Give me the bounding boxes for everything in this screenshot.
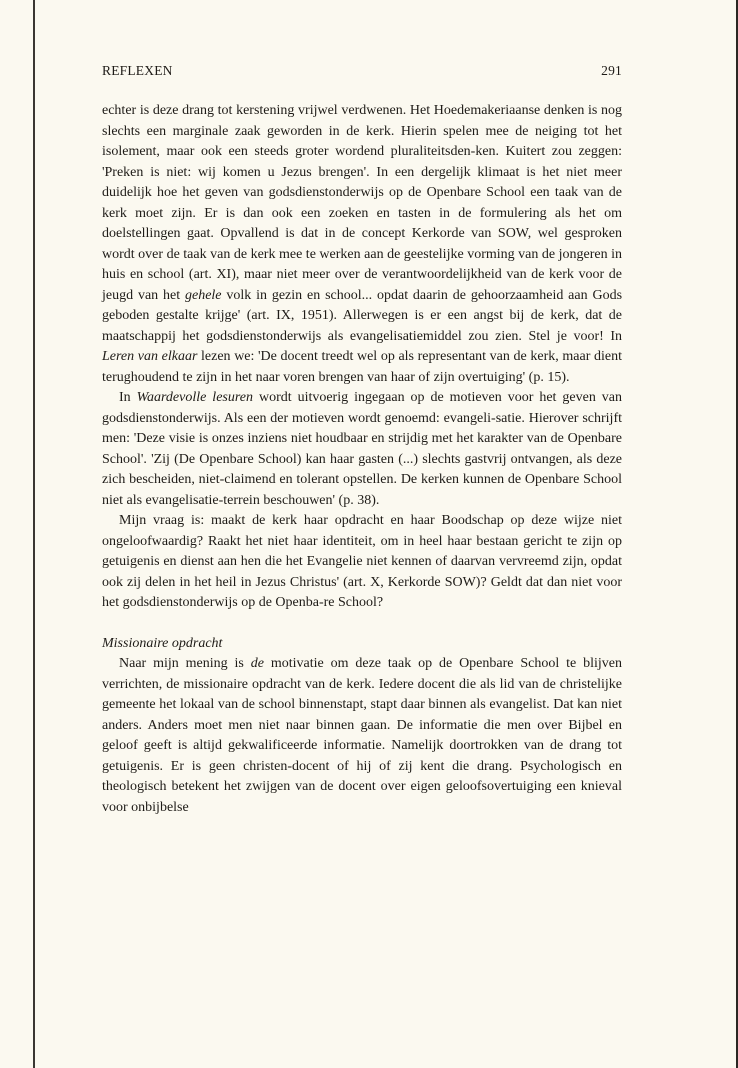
book-page	[102, 63, 622, 818]
text-span: lezen we: 'De docent treedt wel op als representant van de kerk, maar dient terughoudend te zijn in het naar voren brengen van haar of zijn overtuiging' (p. 15).	[102, 349, 622, 385]
page-number: 291	[601, 63, 622, 78]
text-span: Naar mijn mening is	[119, 656, 251, 671]
body-text	[102, 101, 622, 818]
page-spine-line	[33, 0, 35, 1068]
italic-book-title: Waardevolle lesuren	[136, 390, 253, 405]
section-heading	[102, 634, 622, 655]
italic-term: gehele	[184, 287, 222, 303]
text-span: wordt uitvoerig ingegaan op de motieven voor het geven van godsdienstonderwijs. Als een der motieven wordt genoemd: evangeli-satie. Hierover schrijft men: 'Deze visie is onzes inziens niet houdbaar en strijdig met het karakter van de Openbare School'. 'Zij (De Openbare School) kan haar gasten (...) slechts gastvrij ontvangen, als deze zich bescheiden, niet-claimend en tolerant opstellen. De kerken kunnen de Openbare School niet als evangelisatie-terrein beschouwen' (p. 38).	[102, 390, 622, 508]
text-span: motivatie om deze taak op de Openbare School te blijven verrichten, de missionaire opdracht van de kerk. Iedere docent die als lid van de christelijke gemeente het lokaal van de school binnenstapt, stapt daar binnen als evangelist. Dat kan niet anders. Anders moet men niet naar binnen gaan. De informatie die men over Bijbel en geloof geeft is altijd gekwalificeerde informatie. Namelijk doortrokken van de drang tot getuigenis. Er is geen christen-docent of hij of zij kent die drang. Psychologisch en theologisch betekent het zwijgen van de docent over eigen geloofsovertuiging een knieval voor onbijbelse	[102, 656, 622, 815]
text-span: echter is deze drang tot kerstening vrijwel verdwenen. Het Hoedemakeriaanse denken is nog slechts een marginale zaak geworden in de kerk. Hierin spelen mee de neiging tot het isolement, maar ook een steeds groter wordend pluraliteitsden-ken. Kuitert zou zeggen: 'Preken is niet: wij komen u Jezus brengen'. In een dergelijk klimaat is het niet meer duidelijk hoe het geven van godsdienstonderwijs op de Openbare School een taak van de kerk moet zijn. Er is dan ook een zoeken en tasten in de formulering als het om doelstellingen gaat. Opvallend is dat in de concept Kerkorde van SOW, wel gesproken wordt over de taak van de kerk mee te werken aan de geestelijke vorming van de jongeren in huis en school (art. XI), maar niet meer over de verantwoordelijkheid van de kerk voor de jeugd van het	[102, 103, 622, 303]
paragraph	[102, 654, 622, 818]
paragraph	[102, 101, 622, 388]
section-heading-text: Missionaire opdracht	[102, 635, 223, 651]
italic-emphasis: de	[250, 656, 264, 671]
running-title: REFLEXEN	[102, 63, 173, 78]
text-span: volk in gezin en school... opdat daarin de gehoorzaamheid aan Gods geboden gestalte krijge' (art. IX, 1951). Allerwegen is er een angst bij de kerk, dat de maatschappij het godsdienstonderwijs als evangelisatiemiddel zou zien. Stel je voor! In	[102, 287, 623, 344]
running-header	[102, 63, 622, 85]
italic-book-title: Leren van elkaar	[102, 349, 198, 364]
paragraph	[102, 511, 622, 614]
paragraph	[102, 388, 622, 511]
text-span: Mijn vraag is: maakt de kerk haar opdracht en haar Boodschap op deze wijze niet ongeloofwaardig? Raakt het niet haar identiteit, om in heel haar bestaan gericht te zijn op getuigenis en dienst aan hen die het Evangelie niet kennen of daarvan vervreemd zijn, opdat ook zij delen in het heil in Jezus Christus' (art. X, Kerkorde SOW)? Geldt dat dan niet voor het godsdienstonderwijs op de Openba-re School?	[102, 513, 622, 610]
text-span: In	[119, 390, 137, 405]
